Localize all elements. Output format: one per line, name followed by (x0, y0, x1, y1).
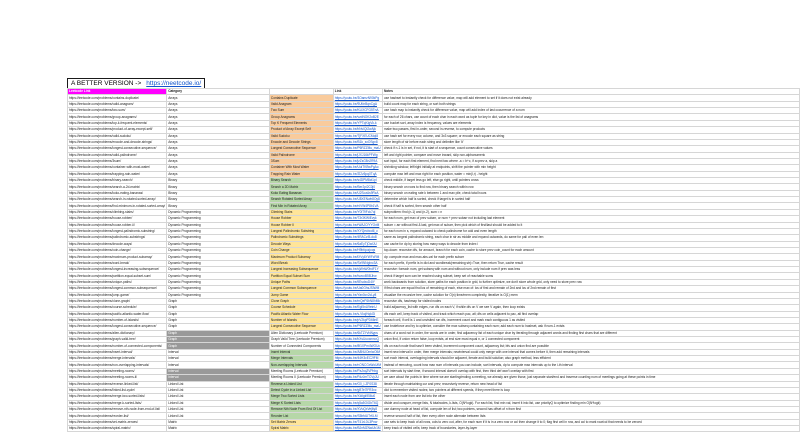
problem-link[interactable]: https://leetcode.com/problems/longest-common-subsequence/ (68, 286, 167, 292)
notes-cell: use dummy node at head of list, compute len of list; two pointers, second has offset of n from first (382, 406, 799, 412)
title-cell: Meeting Rooms II (Leetcode Premium) (269, 375, 333, 381)
title-cell: Unique Paths (269, 279, 333, 285)
problem-link[interactable]: https://leetcode.com/problems/reorder-list/ (68, 413, 167, 419)
category-cell: Linked List (167, 413, 270, 419)
problem-link[interactable]: https://leetcode.com/problems/valid-sudoku/ (68, 133, 167, 139)
video-link[interactable]: https://youtu.be/pV2kpPD66nE (333, 317, 382, 323)
column-header[interactable]: Notes (382, 89, 799, 95)
video-link[interactable]: https://youtu.be/H9bfqozjoqs (333, 247, 382, 253)
notes-cell: dfs each cell, keep track of visited, and track which reach pac, atl; dfs on cells adjacent to pac, atl find overlap (382, 311, 799, 317)
category-cell: Interval (167, 362, 270, 368)
category-cell: Binary (167, 197, 270, 203)
notes-cell: for each num in s, expand outward to check palindrome for odd and even length (382, 228, 799, 234)
notes-cell: sort intervals by start time, if second interval doesn't overlap with first, then third def won't overlap with first (382, 368, 799, 374)
category-cell: Graph (167, 330, 270, 336)
problem-link[interactable]: https://leetcode.com/problems/top-k-frequent-elements/ (68, 120, 167, 126)
problem-link[interactable]: https://leetcode.com/problems/contains-duplicate/ (68, 95, 167, 101)
problem-link[interactable]: https://leetcode.com/problems/set-matrix-zeroes/ (68, 419, 167, 425)
title-cell: Longest Common Subsequence (269, 286, 333, 292)
problem-link[interactable]: https://leetcode.com/problems/decode-ways/ (68, 241, 167, 247)
notes-cell: determine which half is sorted, check if target is in sorted half (382, 197, 799, 203)
title-cell: Graph Valid Tree (Leetcode Premium) (269, 337, 333, 343)
video-link[interactable]: https://youtu.be/EgI5nU9etnU (333, 305, 382, 311)
title-cell: Decode Ways (269, 241, 333, 247)
problem-link[interactable]: https://leetcode.com/problems/group-anagrams/ (68, 114, 167, 120)
video-link[interactable]: https://youtu.be/73r3KWiEvyk (333, 216, 382, 222)
neetcode-link[interactable]: https://neetcode.io/ (146, 80, 202, 87)
video-link[interactable]: https://youtu.be/T41rL0L3Pnw (333, 419, 382, 425)
category-cell: Linked List (167, 400, 270, 406)
table-row (68, 426, 800, 432)
video-link[interactable]: https://youtu.be/YPTqKIgVk-k (333, 120, 382, 126)
notes-cell: shrinking window, left/right initially at endpoints, shift the pointer with min height (382, 165, 799, 171)
category-cell: Interval (167, 349, 270, 355)
title-cell: Pacific Atlantic Water Flow (269, 311, 333, 317)
video-link[interactable]: https://youtu.be/gBTe7lFR3vc (333, 387, 382, 393)
title-cell: Reverse a Linked List (269, 381, 333, 387)
title-cell: Longest Increasing Subsequence (269, 267, 333, 273)
category-cell: Dynamic Programming (167, 209, 270, 215)
category-cell: Graph (167, 298, 270, 304)
video-link[interactable]: https://youtu.be/vzdNOK2oB2E (333, 114, 382, 120)
category-cell: Dynamic Programming (167, 273, 270, 279)
video-link[interactable]: https://youtu.be/lXVy6YWFcRM (333, 254, 382, 260)
video-link[interactable]: https://youtu.be/BJnMZNwUk1M (334, 426, 381, 431)
problem-link[interactable]: https://leetcode.com/problems/search-a-2d-matrix/ (68, 184, 167, 190)
notes-cell: use hash set for every row, column, and 3x3 square; or encode each square as string (382, 133, 799, 139)
title-cell: Partition Equal Subset Sum (269, 273, 333, 279)
title-cell: Number of Connected Components (269, 343, 333, 349)
category-cell: Dynamic Programming (167, 254, 270, 260)
notes-cell: foreach cell, if cell is 1 and unvisited run dfs, increment count and mark each contiguous 1 as visited (382, 317, 799, 323)
category-cell: Interval (167, 356, 270, 362)
notes-cell: for each num, get max of prev subarr, or num + prev subarr not including last element (382, 216, 799, 222)
title-cell: Find Min in Rotated Array (269, 203, 333, 209)
column-header[interactable]: Link (333, 89, 382, 95)
video-link[interactable]: https://youtu.be/IsvocB5BJhw (333, 273, 382, 279)
notes-cell: make two passes, first in-order, second in-reverse, to compute products (382, 127, 799, 133)
notes-cell: store length of str before each string and delimiter like '#' (382, 139, 799, 145)
notes-cell: dfs on each node that hasn't been visited, increment component count, adjacency list; bfs and union find are possible (382, 343, 799, 349)
title-cell: Alien Dictionary (Leetcode Premium) (269, 330, 333, 336)
problem-link[interactable]: https://leetcode.com/problems/partition-equal-subset-sum/ (68, 273, 167, 279)
category-cell: Matrix (167, 426, 270, 432)
title-cell: Valid Anagram (269, 101, 333, 107)
category-cell: Dynamic Programming (167, 235, 270, 241)
category-cell: Interval (167, 368, 270, 374)
video-link[interactable]: https://youtu.be/P6RZZMu_maU (334, 146, 381, 151)
notes-cell: keep track of visited cells; keep track of boundaries, layer-by-layer (382, 426, 799, 432)
notes-cell: compute max left and max right for each position, water = min(l,r) - height (382, 171, 799, 177)
problem-link[interactable]: https://leetcode.com/problems/two-sum/ (68, 108, 167, 114)
notes-cell: top-down: recursive dfs, for amount, branch for each coin, cache to store prev coin_count for each amount (382, 247, 799, 253)
category-cell: Arrays (167, 146, 270, 152)
title-cell: Trapping Rain Water (269, 171, 333, 177)
video-link[interactable]: https://youtu.be/6aEyTjOwlJU (333, 241, 382, 247)
notes-cell: same as longest palindromic string, each char in str as middle and expand outwards, do same for pali of even len (382, 235, 799, 241)
video-link[interactable]: https://youtu.be/UuiTKBwPgAo (333, 165, 382, 171)
column-header[interactable]: Category (167, 89, 270, 95)
problem-link[interactable]: https://leetcode.com/problems/house-robber/ (68, 216, 167, 222)
category-cell: Graph (167, 337, 270, 343)
problem-link[interactable]: https://leetcode.com/problems/unique-paths/ (68, 279, 167, 285)
title-cell: Valid Palindrome (269, 152, 333, 158)
notes-cell: dict to remember visited nodes; two pointers at different speeds, if they meet there is loop (382, 387, 799, 393)
problem-link[interactable]: https://leetcode.com/problems/merge-k-sorted-lists/ (68, 400, 167, 406)
problem-link[interactable]: https://leetcode.com/problems/search-in-rotated-sorted-array/ (68, 197, 167, 203)
video-link[interactable]: https://youtu.be/Ber2pi2C0j0 (333, 184, 382, 190)
category-cell: Arrays (167, 95, 270, 101)
notes-cell: if first chars are equal find lcs of remaining of each, else max of: lcs of first and remain of 2nd and lcs of 2nd remain of first (382, 286, 799, 292)
notes-cell: use bruteforce and try to optimize, consider the max subseq containing each num; add each num to hashset, ask if num-1 exists (382, 324, 799, 330)
problem-link[interactable]: https://leetcode.com/problems/reverse-linked-list/ (68, 381, 167, 387)
category-cell: Arrays (167, 108, 270, 114)
problem-link[interactable]: https://leetcode.com/problems/koko-eating-bananas/ (68, 190, 167, 196)
category-cell: Binary (167, 178, 270, 184)
problem-link[interactable]: https://leetcode.com/problems/longest-palindromic-substring/ (68, 228, 167, 234)
video-link[interactable]: https://youtu.be/q5a5OiGbT6Q (333, 400, 382, 406)
column-header[interactable]: Leetcode Link (68, 89, 167, 95)
video-link[interactable]: https://youtu.be/S5bfdUTrKLM (333, 413, 382, 419)
notes-cell: recursive dfs, hashmap for visited nodes (382, 298, 799, 304)
category-cell: Linked List (167, 387, 270, 393)
category-cell: Dynamic Programming (167, 260, 270, 266)
video-link[interactable]: https://youtu.be/bXsUuownnoQ (333, 337, 382, 343)
category-cell: Arrays (167, 152, 270, 158)
problem-link[interactable]: https://leetcode.com/problems/merge-two-sorted-lists/ (68, 394, 167, 400)
notes-cell: sort each interval, overlapping intervals should be adjacent, iterate and build solution; also graph method, less efficient (382, 356, 799, 362)
problem-link[interactable]: https://leetcode.com/problems/coin-change/ (68, 247, 167, 253)
title-cell: Coin Change (269, 247, 333, 253)
category-cell: Interval (167, 375, 270, 381)
title-cell: Non-overlapping Intervals (269, 362, 333, 368)
video-link[interactable]: https://youtu.be/bNvIQI2wAjk (333, 127, 382, 133)
notes-cell: insert new interval in order, then merge intervals; newinterval could only merge with one interval that comes before it, then add remaining intervals (382, 349, 799, 355)
title-cell: Container With Most Water (269, 165, 333, 171)
problem-link[interactable]: https://leetcode.com/problems/course-schedule/ (68, 305, 167, 311)
notes-cell: divide and conquer, merge lists, N totalnodes, k-lists, O(N*logk). For each list, find min val, insert it into list, use priorityQ to optimize finding min O(N*logk) (382, 400, 799, 406)
problem-link[interactable]: https://leetcode.com/problems/spiral-matrix/ (68, 426, 167, 432)
notes-cell: sort input, for each first element, find next two where -a = b+c, if a=prev a, skip a (382, 158, 799, 164)
category-cell: Arrays (167, 139, 270, 145)
title-cell: Jump Game (269, 292, 333, 298)
problem-link[interactable]: https://leetcode.com/problems/longest-increasing-subsequence/ (68, 267, 167, 273)
title-cell: Word Break (269, 260, 333, 266)
video-link[interactable]: https://youtu.be/XVuQxVej6y8 (333, 406, 382, 412)
video-link[interactable]: https://youtu.be/jJXJ16kPFWg (333, 152, 382, 158)
category-cell: Graph (167, 317, 270, 323)
title-cell: Merge K Sorted Lists (269, 400, 333, 406)
problem-link[interactable]: https://leetcode.com/problems/clone-graph/ (68, 298, 167, 304)
notes-cell: we care about the points in time where we are starting/ending a meeting, we already are given those, just separate start/end and traverse counting num of meetings going at these points in time (382, 375, 799, 381)
problem-link[interactable]: https://leetcode.com/problems/merge-intervals/ (68, 356, 167, 362)
video-link[interactable]: https://youtu.be/FdzJmTCVyJU (333, 375, 382, 381)
category-cell: Dynamic Programming (167, 267, 270, 273)
title-cell: Palindromic Substrings (269, 235, 333, 241)
category-cell: Arrays (167, 127, 270, 133)
notes-cell: instead of removing, count how max num of intervals you can include, sort intervals, dp to compute max intervals up to the i-th interval (382, 362, 799, 368)
notes-cell: use hashset to instantly check for difference value, map will add element to set if it does not exist already (382, 95, 799, 101)
category-cell: Linked List (167, 394, 270, 400)
category-cell: Graph (167, 324, 270, 330)
problem-link[interactable]: https://leetcode.com/problems/jump-game/ (68, 292, 167, 298)
problem-link[interactable]: https://leetcode.com/problems/trapping-rain-water/ (68, 171, 167, 177)
category-cell: Graph (167, 305, 270, 311)
notes-cell: binary search on rows to find row, then binary search within row (382, 184, 799, 190)
notes-cell: for each of 26 chars, use count of each char in each word as tuple for key in dict, value is the list of anagrams (382, 114, 799, 120)
title-cell: Koko Eating Bananas (269, 190, 333, 196)
problem-link[interactable]: https://leetcode.com/problems/linked-list-cycle/ (68, 387, 167, 393)
notes-cell: use bucket sort, array index is frequency, values are elements (382, 120, 799, 126)
video-link[interactable]: https://youtu.be/XYQecbcd6_c (333, 228, 382, 234)
category-cell: Arrays (167, 101, 270, 107)
problem-link[interactable]: https://leetcode.com/problems/find-minimum-in-rotated-sorted-array/ (69, 203, 166, 208)
notes-cell: check if half is sorted, then search other half (382, 203, 799, 209)
title-cell: Top K Frequent Elements (269, 120, 333, 126)
title-cell: Two Sum (269, 108, 333, 114)
problem-link[interactable]: https://leetcode.com/problems/graph-valid-tree/ (68, 337, 167, 343)
notes-cell: check if target sum can be reached using subset, keep set of reachable sums (382, 273, 799, 279)
notes-cell: reverse second half of list, then every other node alternate between lists (382, 413, 799, 419)
problem-link[interactable]: https://leetcode.com/problems/product-of-array-except-self/ (68, 127, 167, 133)
video-link[interactable]: https://youtu.be/Yan0cv2cLy8 (333, 292, 382, 298)
problem-link[interactable]: https://leetcode.com/problems/3sum/ (68, 158, 167, 164)
notes-cell: chars of a word not in order, the words are in order, find adjacency list of each unique char by iterating through adjacent words and finding first chars that are different (382, 330, 799, 336)
problem-link[interactable]: https://leetcode.com/problems/encode-and-decode-strings/ (68, 139, 167, 145)
title-cell: Product of Array Except Self (269, 127, 333, 133)
notes-cell: check middle, if target less go left, else go right, until pointers cross (382, 178, 799, 184)
video-link[interactable]: https://youtu.be/8f1XPm4WOUc (333, 343, 382, 349)
category-cell: Dynamic Programming (167, 279, 270, 285)
video-link[interactable]: https://youtu.be/ZI2z5pq0TqA (333, 171, 382, 177)
video-link[interactable]: https://youtu.be/3OamzN90kPg (333, 95, 382, 101)
video-link[interactable]: https://youtu.be/6kTZYvNNyps (333, 330, 382, 336)
problem-link[interactable]: https://leetcode.com/problems/binary-search/ (68, 178, 167, 184)
problem-link[interactable]: https://leetcode.com/problems/maximum-product-subarray/ (68, 254, 167, 260)
problem-link[interactable]: https://leetcode.com/problems/insert-interval/ (68, 349, 167, 355)
notes-cell: build count map for each string, or sort both strings (382, 101, 799, 107)
title-cell: Reorder List (269, 413, 333, 419)
video-link[interactable]: https://youtu.be/P6RZZMu_maU (334, 324, 381, 329)
title-cell: Contains Duplicate (269, 95, 333, 101)
video-link[interactable]: https://youtu.be/PaJxqZVPhbg (333, 368, 382, 374)
title-cell: Course Schedule (269, 305, 333, 311)
video-link[interactable]: https://youtu.be/B1k_sxOSgv8 (333, 139, 382, 145)
problem-link[interactable]: https://leetcode.com/problems/number-of-connected-components/ (68, 343, 167, 349)
video-link[interactable]: https://youtu.be/G0_I-ZF0S38 (333, 381, 382, 387)
title-cell: Search a 2D Matrix (269, 184, 333, 190)
video-link[interactable]: https://youtu.be/Y0lT9Fck7qI (333, 209, 382, 215)
video-link[interactable]: https://youtu.be/rWAJCfYYOvM (333, 222, 382, 228)
category-cell: Dynamic Programming (167, 222, 270, 228)
title-cell: Meeting Rooms (Leetcode Premium) (269, 368, 333, 374)
category-cell: Dynamic Programming (167, 247, 270, 253)
notes-cell: recursive: foreach num, get subseq with num and without num, only include num if prev was less (382, 267, 799, 273)
video-link[interactable]: https://youtu.be/XIdigk956u0 (333, 394, 382, 400)
problem-link[interactable]: https://leetcode.com/problems/remove-nth-node-from-end-of-list/ (68, 406, 167, 412)
category-cell: Graph (167, 311, 270, 317)
title-cell: Merge Two Sorted Lists (269, 394, 333, 400)
notes-cell: subarr = arr without first & last, get max of subarr, then pick which of first/last should be added to it (382, 222, 799, 228)
video-link[interactable]: https://youtu.be/s4DPM8ct1pI (333, 178, 382, 184)
category-cell: Arrays (167, 114, 270, 120)
category-cell: Arrays (167, 120, 270, 126)
problem-link[interactable]: https://leetcode.com/problems/number-of-islands/ (68, 317, 167, 323)
video-link[interactable]: https://youtu.be/mQeF6bN8hMk (333, 298, 382, 304)
title-cell: Longest Palindromic Substring (269, 228, 333, 234)
notes-cell: check if n-1 is in set, if not, it is start of a sequence, count consecutive values (382, 146, 799, 152)
video-link[interactable]: https://youtu.be/TjFXEUCMqI8 (333, 133, 382, 139)
notes-cell: can cache for dp by storing how many ways to decode from index i (382, 241, 799, 247)
video-link[interactable]: https://youtu.be/U8XENwh8Oy8 (333, 197, 382, 203)
title-cell: House Robber II (269, 222, 333, 228)
notes-cell: for each prefix, if prefix is in dict and wordbreak(remaining str)=True, then return True, cache result (382, 260, 799, 266)
problem-link[interactable]: https://leetcode.com/problems/longest-consecutive-sequence/ (68, 324, 167, 330)
problem-link[interactable]: https://leetcode.com/problems/valid-anagram/ (68, 101, 167, 107)
video-link[interactable]: https://youtu.be/KLlXCFG5TnA (333, 108, 382, 114)
problem-link[interactable]: https://leetcode.com/problems/pacific-atlantic-water-flow/ (68, 311, 167, 317)
category-cell: Graph (167, 343, 270, 349)
title-cell: Search Rotated Sorted Array (269, 197, 333, 203)
category-cell: Binary (167, 190, 270, 196)
problems-table (67, 88, 800, 432)
problem-link[interactable]: https://leetcode.com/problems/longest-consecutive-sequence/ (68, 146, 167, 152)
problem-link[interactable]: https://leetcode.com/problems/meeting-rooms/ (68, 368, 167, 374)
title-cell: Longest Consecutive Sequence (269, 146, 333, 152)
notes-cell: subproblem: find (n-1) and (n-2), sum = n (382, 209, 799, 215)
title-cell: Longest Consecutive Sequence (269, 324, 333, 330)
notes-cell: visualize the recursive tree, cache solution for O(n) time/mem complexity, iterative is O(1) mem (382, 292, 799, 298)
video-link[interactable]: https://youtu.be/Ua0GhsJSlWM (333, 286, 382, 292)
category-cell: Binary (167, 184, 270, 190)
category-cell: Arrays (167, 171, 270, 177)
title-cell: Valid Sudoku (269, 133, 333, 139)
title-cell: Climbing Stairs (269, 209, 333, 215)
title-cell: Remove Nth Node From End Of List (269, 406, 333, 412)
problem-link[interactable]: https://leetcode.com/problems/valid-palindrome/ (68, 152, 167, 158)
title-cell: Insert Interval (269, 349, 333, 355)
notes-cell: union find, if union return false, loop exists, at end size must equal n, or 1 connected component (382, 337, 799, 343)
title-cell: Number of Islands (269, 317, 333, 323)
video-link[interactable]: https://youtu.be/U2SozAs9RzA (333, 190, 382, 196)
video-link[interactable]: https://youtu.be/jzZsG8n2R9A (333, 158, 382, 164)
category-cell: Dynamic Programming (167, 286, 270, 292)
problem-link[interactable]: https://leetcode.com/problems/palindromic-substrings/ (68, 235, 167, 241)
title-cell: Spiral Matrix (269, 426, 333, 432)
notes-cell: dp: compute max and max-abs-val for each prefix subarr (382, 254, 799, 260)
notes-cell: iterate through maintaining cur and prev; recursively reverse, return new head of list (382, 381, 799, 387)
title-cell: Detect Cycle in a Linked List (269, 387, 333, 393)
notes-cell: build adjacency_list with edges, run dfs on each V, if while dfs on V we see V again, then loop exists (382, 305, 799, 311)
problem-link[interactable]: https://leetcode.com/problems/house-robber-ii/ (68, 222, 167, 228)
category-cell: Dynamic Programming (167, 228, 270, 234)
notes-cell: insert each node from one list into the other (382, 394, 799, 400)
problem-link[interactable]: https://leetcode.com/problems/alien-dictionary/ (68, 330, 167, 336)
video-link[interactable]: https://youtu.be/s-VkcjHqkGI (333, 311, 382, 317)
title-cell: Merge Intervals (269, 356, 333, 362)
title-cell: Encode and Decode Strings (269, 139, 333, 145)
category-cell: Dynamic Programming (167, 241, 270, 247)
problem-link[interactable]: https://leetcode.com/problems/climbing-stairs/ (68, 209, 167, 215)
video-link[interactable]: https://youtu.be/44H3cEC2fFM (333, 356, 382, 362)
banner-text: A BETTER VERSION -> (71, 80, 142, 87)
title-cell: Maximum Product Subarray (269, 254, 333, 260)
category-cell: Arrays (167, 165, 270, 171)
video-link[interactable]: https://youtu.be/A8NUOmlwOlM (333, 349, 382, 355)
video-link[interactable]: https://youtu.be/cjWnW0hdF1Y (333, 267, 382, 273)
video-link[interactable]: https://youtu.be/IlEsdxuD4lY (333, 279, 382, 285)
problem-link[interactable]: https://leetcode.com/problems/non-overlapping-intervals/ (68, 362, 167, 368)
problem-link[interactable]: https://leetcode.com/problems/container-with-most-water/ (68, 165, 167, 171)
notes-cell: left and right pointer, compare and move inward, skip non-alphanumeric (382, 152, 799, 158)
category-cell: Arrays (167, 133, 270, 139)
title-cell: 3Sum (269, 158, 333, 164)
category-cell: Binary (167, 203, 270, 209)
notes-cell: work backwards from solution, store paths for each position in grid, to further optimize, we don't store whole grid, only need to store prev row (382, 279, 799, 285)
category-cell: Arrays (167, 158, 270, 164)
category-cell: Linked List (167, 381, 270, 387)
title-cell: House Robber (269, 216, 333, 222)
video-link[interactable]: https://youtu.be/nONCGxWoUfM (334, 362, 381, 367)
category-cell: Dynamic Programming (167, 292, 270, 298)
problem-link[interactable]: https://leetcode.com/problems/word-break/ (68, 260, 167, 266)
category-cell: Matrix (167, 419, 270, 425)
problem-link[interactable]: https://leetcode.com/problems/meeting-rooms-ii/ (68, 375, 167, 381)
title-cell: Clone Graph (269, 298, 333, 304)
notes-cell: use hash map to instantly check for difference value, map will add index of last occurrence of a num (382, 108, 799, 114)
title-cell: Binary Search (269, 178, 333, 184)
notes-cell: use sets to keep track of all rows, cols to zero out, after, for each num if it is in a zero row or col then change it to 0; flag first cell in row, and col to mark row/col that needs to be zeroed (382, 419, 799, 425)
category-cell: Dynamic Programming (167, 216, 270, 222)
title-cell: Group Anagrams (269, 114, 333, 120)
notes-cell: binary search on eating rate k between 1 and max pile, check total hours (382, 190, 799, 196)
video-link[interactable]: https://youtu.be/9UtInBqnCgA (333, 101, 382, 107)
video-link[interactable]: https://youtu.be/4RACzI5-du8 (333, 235, 382, 241)
video-link[interactable]: https://youtu.be/nIVW4P8b1VA (333, 203, 382, 209)
category-cell: Linked List (167, 406, 270, 412)
title-cell: Set Matrix Zeroes (269, 419, 333, 425)
video-link[interactable]: https://youtu.be/Sx9NNgInc3A (333, 260, 382, 266)
